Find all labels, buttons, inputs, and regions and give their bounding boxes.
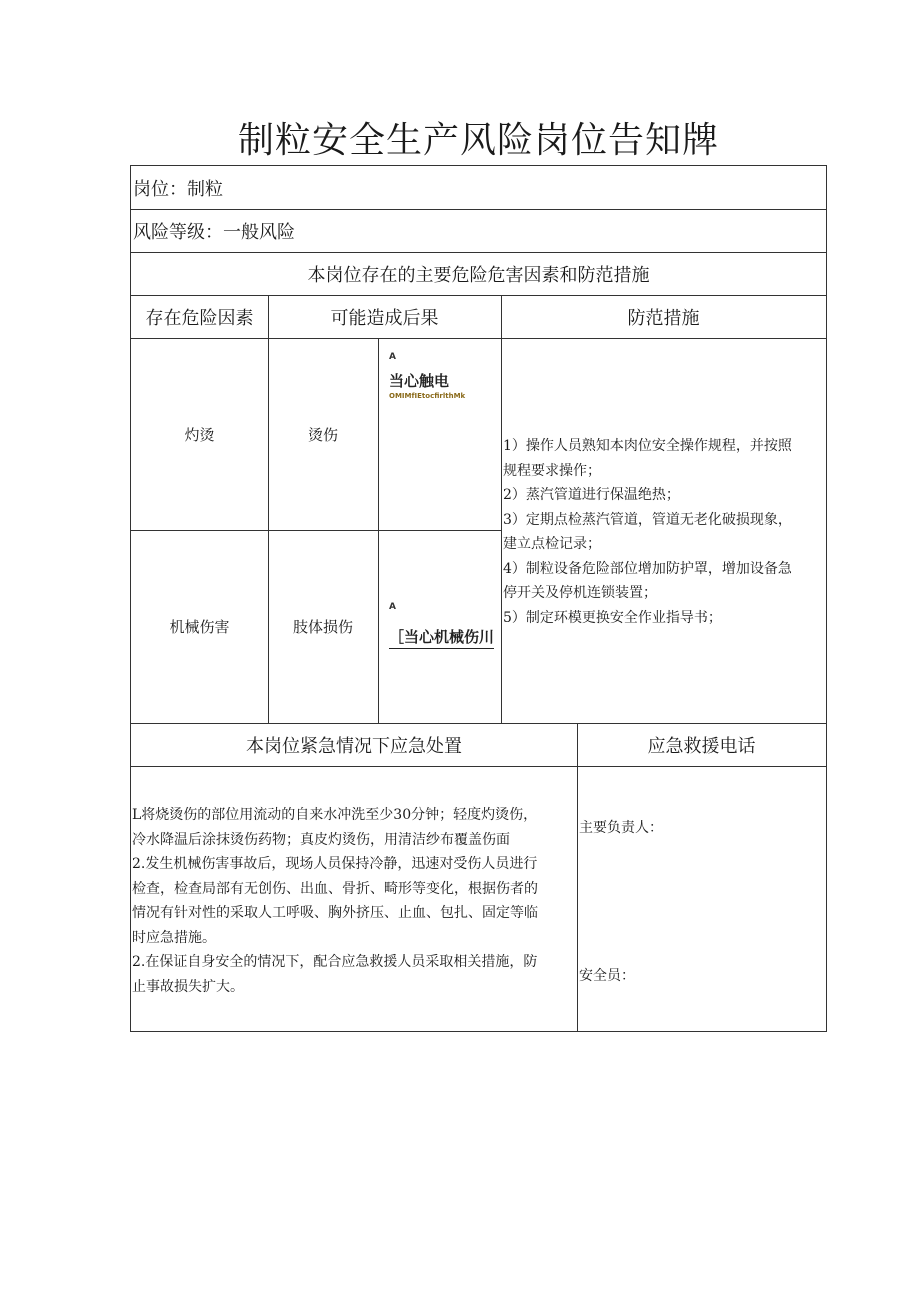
page-title: 制粒安全生产风险岗位告知牌 — [237, 120, 719, 161]
contacts-heading: 应急救援电话 — [647, 735, 756, 757]
procedure-line: 2.发生机械伤害事故后，现场人员保持冷静，迅速对受伤人员进行 — [132, 856, 538, 872]
measure-line: 5）制定环模更换安全作业指导书； — [503, 609, 722, 626]
row-divider — [131, 766, 826, 767]
notice-table — [130, 165, 827, 1032]
measure-line: 3）定期点检蒸汽管道，管道无老化破损现象， — [503, 511, 792, 528]
column-divider — [501, 295, 502, 723]
manager-contact: 主要负责人： — [579, 820, 663, 836]
hazard-factor-cell: 机械伤害 — [169, 618, 230, 636]
consequence-column-header: 可能造成后果 — [330, 307, 439, 329]
emergency-procedures — [132, 803, 576, 999]
sign-text: ［当心机械伤川 — [389, 626, 494, 649]
consequence-cell: 烫伤 — [307, 425, 338, 444]
procedure-line: 冷水降温后涂抹烫伤药物；真皮灼烫伤，用清洁纱布覆盖伤面 — [132, 831, 510, 848]
factor-column-header: 存在危险因素 — [145, 307, 254, 329]
measures-list — [503, 434, 825, 630]
sign-text: 当心触电 — [389, 372, 450, 390]
procedure-line: 检查，检查局部有无创伤、出血、骨折、畸形等变化，根据伤者的 — [132, 880, 538, 897]
measure-line: 2）蒸汽管道进行保温绝热； — [503, 487, 680, 503]
measures-column-header: 防范措施 — [627, 307, 700, 329]
hazards-section-heading: 本岗位存在的主要危险危害因素和防范措施 — [307, 264, 650, 286]
column-divider — [577, 723, 578, 1031]
procedure-line: 止事故损失扩大。 — [132, 978, 244, 995]
warning-triangle-icon: A — [389, 602, 396, 612]
procedure-line: 时应急措施。 — [132, 929, 216, 946]
measure-line: 停开关及停机连锁装置； — [503, 585, 657, 601]
mechanical-injury-warning-sign — [389, 602, 494, 649]
warning-triangle-icon: A — [389, 352, 396, 362]
measure-line: 建立点检记录； — [503, 536, 601, 552]
consequence-cell: 肢体损伤 — [292, 618, 353, 636]
safety-officer-contact: 安全员： — [579, 968, 635, 984]
sign-subtext: OMIMfIEtocfirlthMk — [389, 392, 466, 400]
column-divider — [378, 338, 379, 723]
hazard-factor-cell: 灼烫 — [184, 425, 215, 444]
electric-shock-warning-sign — [389, 352, 465, 400]
procedure-line: 2.在保证自身安全的情况下，配合应急救援人员采取相关措施，防 — [132, 954, 538, 970]
measure-line: 1）操作人员熟知本肉位安全操作规程，并按照 — [503, 438, 792, 454]
measure-line: 4）制粒设备危险部位增加防护罩，增加设备急 — [503, 560, 792, 577]
emergency-heading: 本岗位紧急情况下应急处置 — [246, 735, 462, 757]
risk-level-field: 风险等级：一般风险 — [133, 221, 295, 243]
measure-line: 规程要求操作； — [503, 462, 601, 479]
procedure-line: 情况有针对性的采取人工呼吸、胸外挤压、止血、包扎、固定等临 — [132, 905, 538, 921]
post-field: 岗位：制粒 — [133, 178, 223, 200]
procedure-line: L将烧烫伤的部位用流动的自来水冲洗至少30分钟；轻度灼烫伤， — [132, 807, 538, 823]
